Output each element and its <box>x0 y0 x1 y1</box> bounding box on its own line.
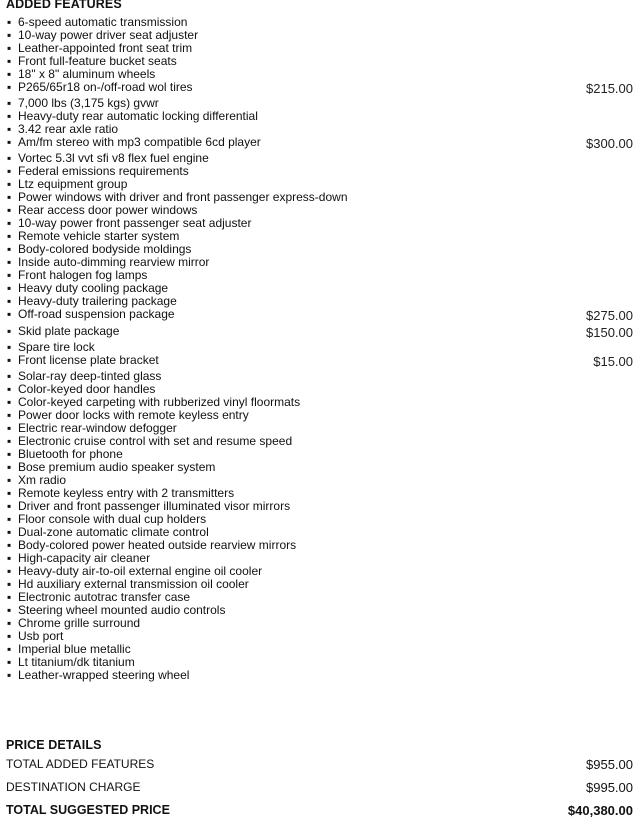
feature-label: Body-colored power heated outside rearview mirrors <box>18 538 297 552</box>
feature-label: 10-way power driver seat adjuster <box>18 28 199 42</box>
destination-charge-row <box>6 780 633 795</box>
feature-item <box>7 325 634 341</box>
feature-label: Xm radio <box>18 473 67 487</box>
feature-label: Bose premium audio speaker system <box>18 460 216 474</box>
feature-label: Front halogen fog lamps <box>18 268 148 282</box>
bullet-icon: ▪ <box>7 67 12 81</box>
total-added-features-value: $955.00 <box>586 757 633 772</box>
total-added-features-row <box>6 757 633 772</box>
feature-label: Off-road suspension package <box>18 307 175 321</box>
bullet-icon: ▪ <box>7 353 12 367</box>
bullet-icon: ▪ <box>7 164 12 178</box>
bullet-icon: ▪ <box>7 616 12 630</box>
feature-label: Floor console with dual cup holders <box>18 512 207 526</box>
bullet-icon: ▪ <box>7 499 12 513</box>
bullet-icon: ▪ <box>7 122 12 136</box>
feature-label: Remote keyless entry with 2 transmitters <box>18 486 235 500</box>
bullet-icon: ▪ <box>7 109 12 123</box>
bullet-icon: ▪ <box>7 268 12 282</box>
feature-label: Body-colored bodyside moldings <box>18 242 192 256</box>
bullet-icon: ▪ <box>7 190 12 204</box>
bullet-icon: ▪ <box>7 655 12 669</box>
bullet-icon: ▪ <box>7 340 12 354</box>
bullet-icon: ▪ <box>7 551 12 565</box>
feature-item <box>7 617 634 630</box>
bullet-icon: ▪ <box>7 294 12 308</box>
feature-label: Federal emissions requirements <box>18 164 189 178</box>
feature-item <box>7 669 634 682</box>
feature-label: Skid plate package <box>18 324 120 338</box>
bullet-icon: ▪ <box>7 577 12 591</box>
bullet-icon: ▪ <box>7 307 12 321</box>
bullet-icon: ▪ <box>7 447 12 461</box>
bullet-icon: ▪ <box>7 421 12 435</box>
feature-price: $275.00 <box>586 308 633 323</box>
feature-label: 6-speed automatic transmission <box>18 15 188 29</box>
feature-label: Ltz equipment group <box>18 177 128 191</box>
bullet-icon: ▪ <box>7 151 12 165</box>
feature-item <box>7 354 634 370</box>
bullet-icon: ▪ <box>7 80 12 94</box>
bullet-icon: ▪ <box>7 324 12 338</box>
bullet-icon: ▪ <box>7 642 12 656</box>
feature-label: Steering wheel mounted audio controls <box>18 603 226 617</box>
feature-label: Front license plate bracket <box>18 353 159 367</box>
feature-label: Spare tire lock <box>18 340 95 354</box>
feature-label: Heavy-duty trailering package <box>18 294 177 308</box>
bullet-icon: ▪ <box>7 668 12 682</box>
feature-price: $215.00 <box>586 81 633 96</box>
feature-label: Imperial blue metallic <box>18 642 131 656</box>
feature-label: P265/65r18 on-/off-road wol tires <box>18 80 193 94</box>
feature-label: Heavy-duty rear automatic locking differential <box>18 109 258 123</box>
bullet-icon: ▪ <box>7 629 12 643</box>
bullet-icon: ▪ <box>7 54 12 68</box>
feature-label: Vortec 5.3l vvt sfi v8 flex fuel engine <box>18 151 209 165</box>
bullet-icon: ▪ <box>7 242 12 256</box>
feature-label: Electronic autotrac transfer case <box>18 590 191 604</box>
bullet-icon: ▪ <box>7 255 12 269</box>
bullet-icon: ▪ <box>7 525 12 539</box>
bullet-icon: ▪ <box>7 28 12 42</box>
bullet-icon: ▪ <box>7 460 12 474</box>
feature-label: 7,000 lbs (3,175 kgs) gvwr <box>18 96 159 110</box>
bullet-icon: ▪ <box>7 229 12 243</box>
feature-label: 10-way power front passenger seat adjuster <box>18 216 252 230</box>
feature-label: Power windows with driver and front passenger express-down <box>18 190 348 204</box>
feature-item <box>7 308 634 325</box>
feature-item <box>7 461 634 474</box>
bullet-icon: ▪ <box>7 135 12 149</box>
feature-label: Heavy-duty air-to-oil external engine oil cooler <box>18 564 263 578</box>
feature-label: Hd auxiliary external transmission oil cooler <box>18 577 249 591</box>
feature-label: Power door locks with remote keyless entry <box>18 408 249 422</box>
bullet-icon: ▪ <box>7 473 12 487</box>
feature-label: 3.42 rear axle ratio <box>18 122 119 136</box>
price-details-title: PRICE DETAILS <box>6 738 102 752</box>
feature-label: Driver and front passenger illuminated visor mirrors <box>18 499 291 513</box>
feature-label: Color-keyed door handles <box>18 382 156 396</box>
bullet-icon: ▪ <box>7 382 12 396</box>
feature-label: Leather-appointed front seat trim <box>18 41 193 55</box>
feature-label: Color-keyed carpeting with rubberized vinyl floormats <box>18 395 301 409</box>
feature-label: Am/fm stereo with mp3 compatible 6cd player <box>18 135 261 149</box>
feature-price: $150.00 <box>586 325 633 340</box>
bullet-icon: ▪ <box>7 369 12 383</box>
bullet-icon: ▪ <box>7 216 12 230</box>
bullet-icon: ▪ <box>7 590 12 604</box>
destination-charge-label: DESTINATION CHARGE <box>6 780 141 794</box>
feature-label: Leather-wrapped steering wheel <box>18 668 190 682</box>
feature-label: Chrome grille surround <box>18 616 141 630</box>
bullet-icon: ▪ <box>7 395 12 409</box>
features-list <box>7 16 634 682</box>
bullet-icon: ▪ <box>7 408 12 422</box>
feature-label: 18" x 8" aluminum wheels <box>18 67 156 81</box>
feature-item <box>7 81 634 97</box>
total-suggested-price-value: $40,380.00 <box>567 803 633 818</box>
total-suggested-price-label: TOTAL SUGGESTED PRICE <box>6 803 170 817</box>
feature-label: Remote vehicle starter system <box>18 229 180 243</box>
bullet-icon: ▪ <box>7 564 12 578</box>
bullet-icon: ▪ <box>7 281 12 295</box>
bullet-icon: ▪ <box>7 486 12 500</box>
bullet-icon: ▪ <box>7 434 12 448</box>
feature-label: Heavy duty cooling package <box>18 281 169 295</box>
bullet-icon: ▪ <box>7 603 12 617</box>
bullet-icon: ▪ <box>7 538 12 552</box>
feature-label: Front full-feature bucket seats <box>18 54 177 68</box>
bullet-icon: ▪ <box>7 41 12 55</box>
total-suggested-price-row <box>6 803 633 818</box>
bullet-icon: ▪ <box>7 15 12 29</box>
feature-price: $300.00 <box>586 136 633 151</box>
feature-label: Rear access door power windows <box>18 203 198 217</box>
feature-label: High-capacity air cleaner <box>18 551 151 565</box>
added-features-title: ADDED FEATURES <box>6 0 122 11</box>
total-added-features-label: TOTAL ADDED FEATURES <box>6 757 155 771</box>
bullet-icon: ▪ <box>7 177 12 191</box>
feature-label: Bluetooth for phone <box>18 447 123 461</box>
feature-label: Electronic cruise control with set and resume speed <box>18 434 293 448</box>
bullet-icon: ▪ <box>7 96 12 110</box>
feature-label: Electric rear-window defogger <box>18 421 177 435</box>
feature-item <box>7 136 634 152</box>
feature-label: Usb port <box>18 629 64 643</box>
feature-label: Dual-zone automatic climate control <box>18 525 209 539</box>
bullet-icon: ▪ <box>7 512 12 526</box>
bullet-icon: ▪ <box>7 203 12 217</box>
feature-label: Inside auto-dimming rearview mirror <box>18 255 210 269</box>
feature-label: Solar-ray deep-tinted glass <box>18 369 162 383</box>
destination-charge-value: $995.00 <box>586 780 633 795</box>
feature-label: Lt titanium/dk titanium <box>18 655 135 669</box>
feature-price: $15.00 <box>593 354 633 369</box>
